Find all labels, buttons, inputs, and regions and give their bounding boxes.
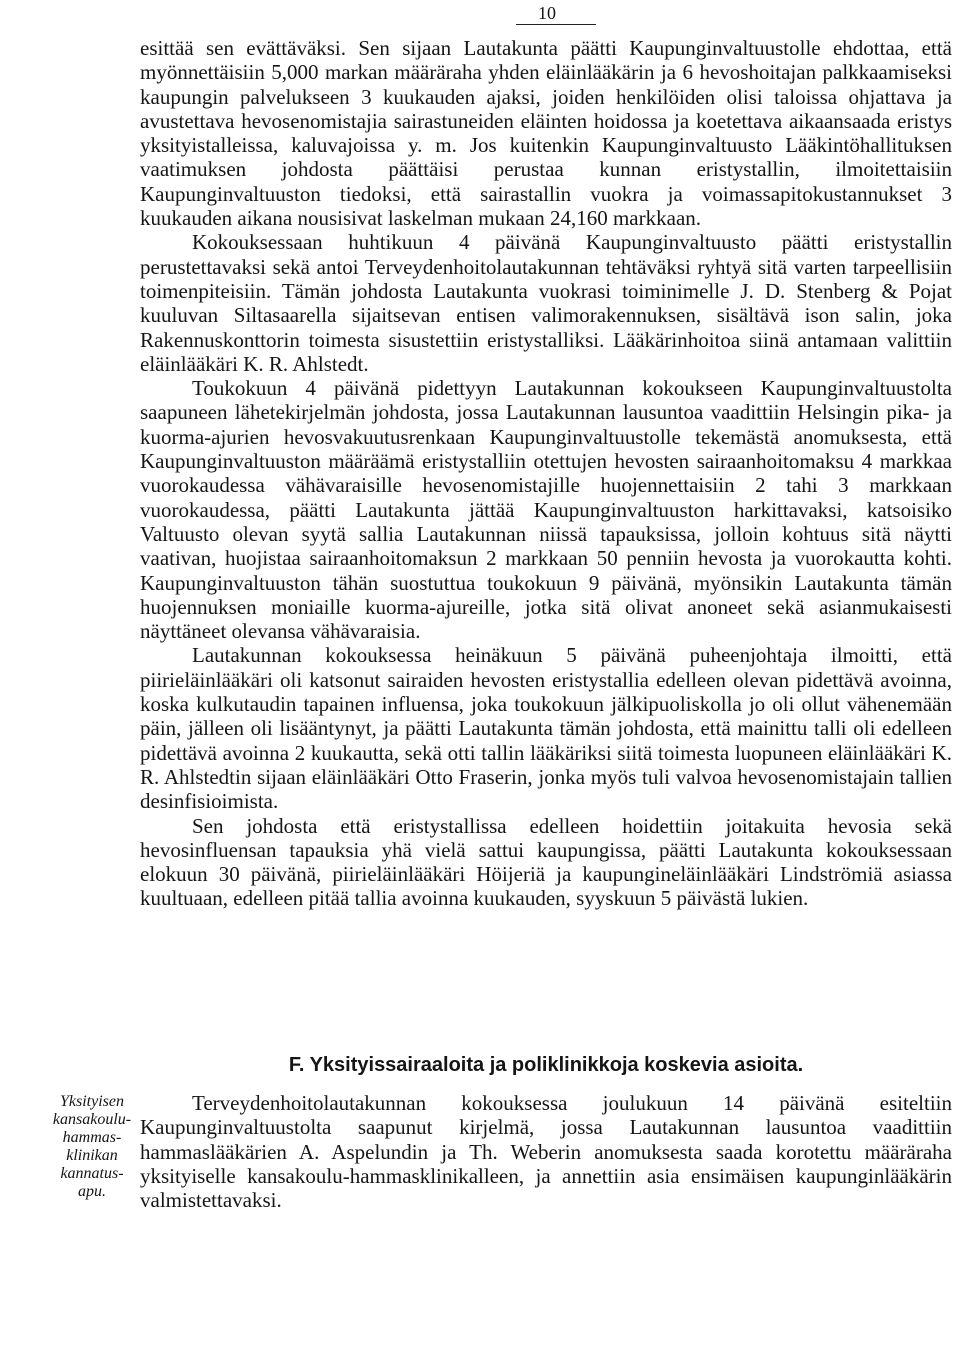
- margin-note-line: kannatus-: [60, 1165, 124, 1182]
- section-f: [140, 1053, 952, 1212]
- margin-note: [44, 1093, 140, 1201]
- margin-note-line: kansakoulu-: [52, 1111, 132, 1128]
- paragraph: Toukokuun 4 päivänä pidettyyn Lautakunnan kokoukseen Kaupunginvaltuustolta saapuneen lähetekirjelmän johdosta, jossa Lautakunnan lausuntoa vaadittiin Helsingin pika- ja kuorma-ajurien hevosvakuutusrenkaan Kaupunginvaltuustolle tekemästä anomuksesta, että Kaupunginvaltuuston määräämä eristystalliin otettujen hevosten sairaanhoitomaksu 4 markkaa vuorokaudessa vähävaraisille hevosenomistajille huojennettaisiin 2 tahi 3 markkaan vuorokaudessa, päätti Lautakunta jättää Kaupunginvaltuuston harkittavaksi, katsoisiko Valtuusto olevan syytä sallia Lautakunnan niissä tapauksissa, jolloin kohtuus sitä näytti vaativan, huojistaa sairaanhoitomaksun 2 markkaan 50 penniin hevosta ja vuorokautta kohti. Kaupunginvaltuuston tähän suostuttua toukokuun 9 päivänä, myönsikin Lautakunta tämän huojennuksen moniaille kuorma-ajureille, jotka sitä olivat anoneet sekä asianmukaisesti näyttäneet olevansa vähävaraisia.: [140, 376, 952, 644]
- paragraph: Lautakunnan kokouksessa heinäkuun 5 päivänä puheenjohtaja ilmoitti, että piirieläinlääkäri oli katsonut sairaiden hevosten eristystallia edelleen olevan pidettävä avoinna, koska kulkutaudin tapainen influensa, joka toukokuun jälkipuoliskolla jo oli ollut vähenemään päin, jälleen oli lisääntynyt, ja päätti Lautakunta tämän johdosta, että mainittu talli oli edelleen pidettävä avoinna 2 kuukautta, sekä otti tallin lääkäriksi siitä toimesta luopuneen eläinlääkäri K. R. Ahlstedtin sijaan eläinlääkäri Otto Fraserin, jonka myös tuli valvoa hevosenomistajain tallien desinfisioimista.: [140, 643, 952, 814]
- margin-note-line: klinikan: [66, 1147, 118, 1164]
- section-heading: F. Yksityissairaaloita ja poliklinikkoja koskevia asioita.: [288, 1054, 804, 1076]
- body-text: [140, 36, 952, 911]
- page-number: 10: [516, 2, 596, 25]
- margin-note-line: hammas-: [62, 1129, 122, 1146]
- paragraph: Kokouksessaan huhtikuun 4 päivänä Kaupunginvaltuusto päätti eristystallin perustettavaksi sekä antoi Terveydenhoitolautakunnan tehtäväksi ryhtyä sitä varten tarpeellisiin toimenpiteisiin. Tämän johdosta Lautakunta vuokrasi toiminimelle J. D. Stenberg & Pojat kuuluvan Siltasaarella sijaitsevan entisen valimorakennuksen, sisältävä ison salin, joka Rakennuskonttorin toimesta sisustettiin eristystalliksi. Lääkärinhoitoa siinä antamaan valittiin eläinlääkäri K. R. Ahlstedt.: [140, 230, 952, 376]
- paragraph: Sen johdosta että eristystallissa edelleen hoidettiin joitakuita hevosia sekä hevosinfluensan tapauksia yhä vielä sattui kaupungissa, päätti Lautakunta kokouksessaan elokuun 30 päivänä, piirieläinlääkäri Höijeriä ja kaupungineläinlääkäri Lindströmiä asiassa kuultuaan, edelleen pitää tallia avoinna kuukauden, syyskuun 5 päivästä lukien.: [140, 813, 952, 911]
- margin-note-line: apu.: [78, 1183, 106, 1200]
- section-paragraph: Terveydenhoitolautakunnan kokouksessa joulukuun 14 päivänä esiteltiin Kaupunginvaltuustolta saapunut kirjelmä, jossa Lautakunnan lausuntoa vaadittiin hammaslääkärien A. Aspelundin ja Th. Weberin anomuksesta saada korotettu määräraha yksityiselle kansakoulu-hammasklinikalleen, ja annettiin asia ensimäisen kaupunginlääkärin valmistettavaksi.: [140, 1091, 952, 1213]
- paragraph: esittää sen evättäväksi. Sen sijaan Lautakunta päätti Kaupunginvaltuustolle ehdottaa, että myönnettäisiin 5,000 markan määräraha yhden eläinlääkärin ja 6 hevoshoitajan palkkaamiseksi kaupungin palvelukseen 3 kuukauden ajaksi, joiden henkilöiden olisi taloissa ohjattava ja avustettava hevosenomistajia sairastuneiden eläinten hoidossa ja koetettava aikaansaada eristys yksityistalleissa, kaluvajoissa y. m. Jos kuitenkin Kaupunginvaltuusto Lääkintöhallituksen vaatimuksen johdosta päättäisi perustaa kunnan eristystallin, ilmoitettaisiin Kaupunginvaltuuston tiedoksi, että sairastallin vuokra ja voimassapitokustannukset 3 kuukauden aikana nousisivat laskelman mukaan 24,160 markkaan.: [140, 36, 952, 231]
- margin-note-line: Yksityisen: [60, 1093, 124, 1110]
